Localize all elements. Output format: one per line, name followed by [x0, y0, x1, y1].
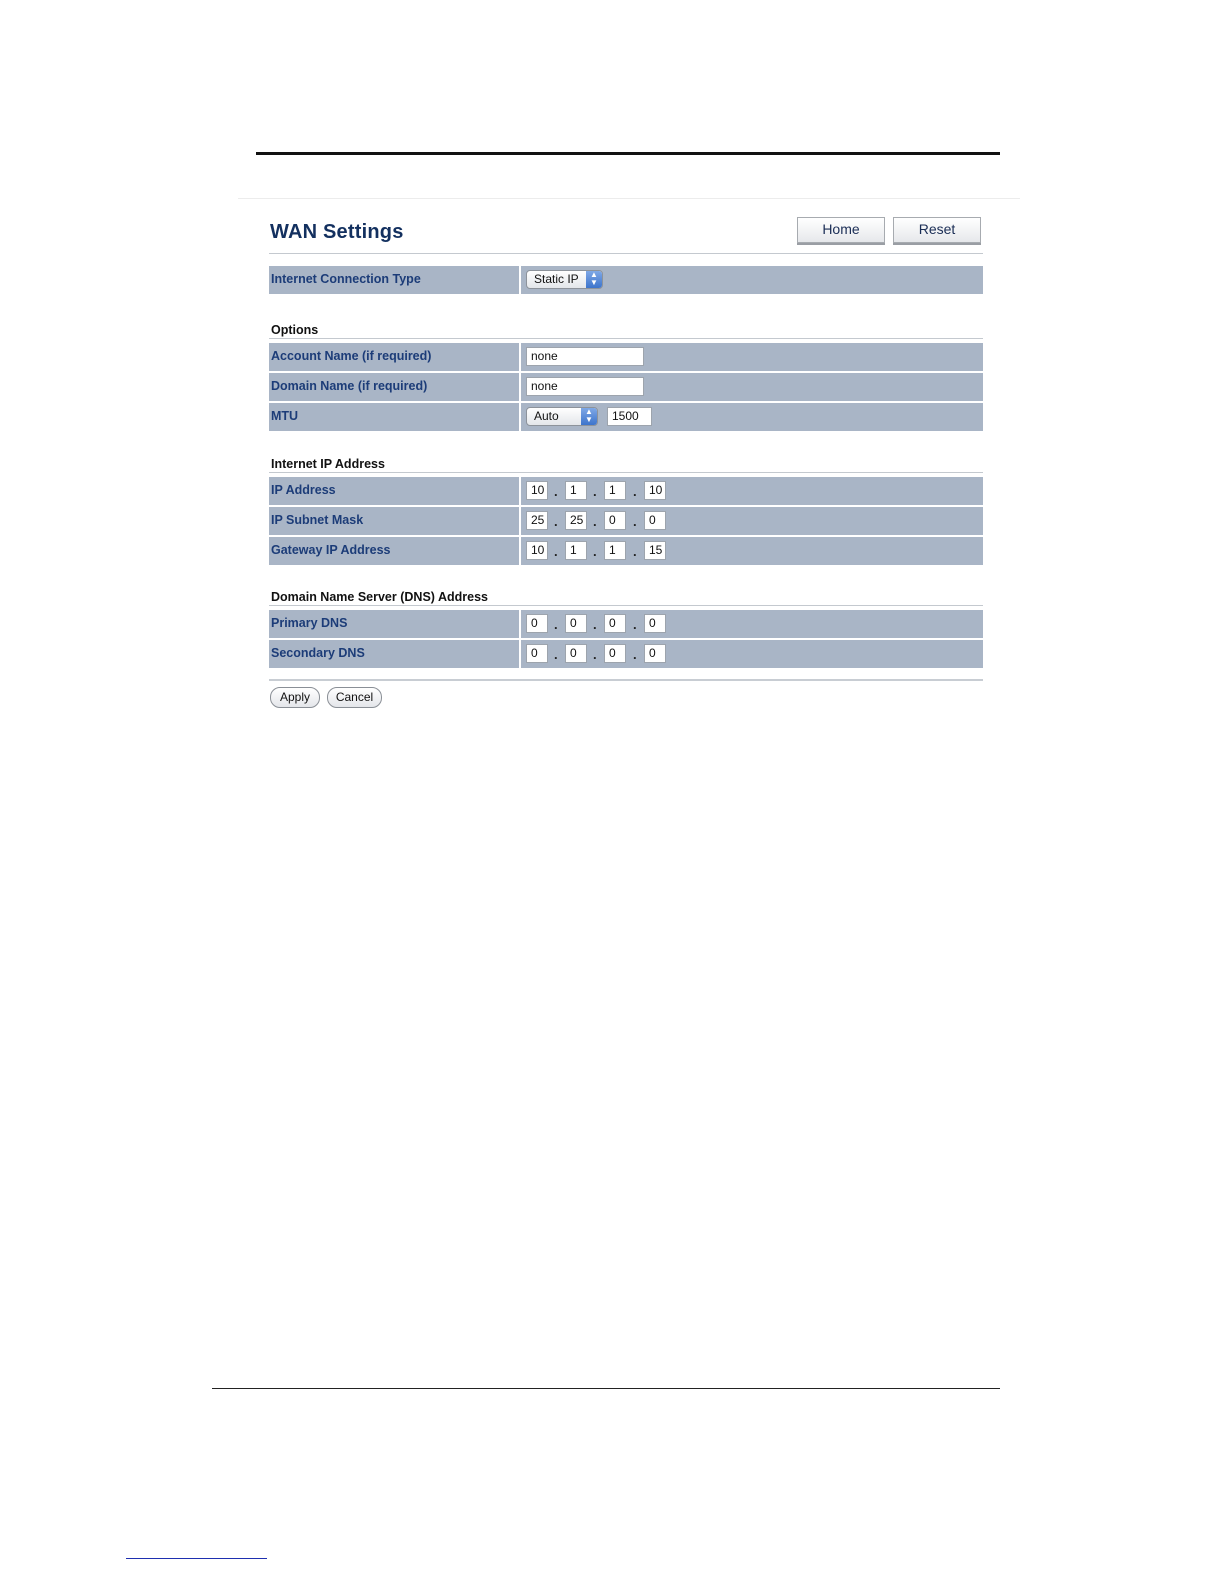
- options-heading: Options: [271, 323, 319, 337]
- subnet-mask-cell: [521, 507, 983, 535]
- dns-divider: [269, 605, 983, 606]
- gateway-octet-2[interactable]: 1: [565, 541, 587, 560]
- octet-dot: .: [593, 484, 597, 499]
- account-name-row: [269, 343, 983, 371]
- apply-button[interactable]: Apply: [270, 687, 320, 708]
- octet-dot: .: [554, 647, 558, 662]
- primary-dns-octet-3[interactable]: 0: [604, 614, 626, 633]
- primary-dns-octet-2[interactable]: 0: [565, 614, 587, 633]
- gateway-row: [269, 537, 983, 565]
- gateway-octet-4[interactable]: 15: [644, 541, 666, 560]
- gateway-octet-1[interactable]: 10: [526, 541, 548, 560]
- primary-dns-label: Primary DNS: [269, 610, 519, 638]
- secondary-dns-cell: [521, 640, 983, 668]
- domain-name-label: Domain Name (if required): [269, 373, 519, 401]
- connection-type-row: [269, 266, 983, 294]
- account-name-input[interactable]: none: [526, 347, 644, 366]
- secondary-dns-octet-2[interactable]: 0: [565, 644, 587, 663]
- footer-link-underline: [126, 1558, 267, 1559]
- octet-dot: .: [593, 514, 597, 529]
- mtu-row: [269, 403, 983, 431]
- domain-name-input[interactable]: none: [526, 377, 644, 396]
- octet-dot: .: [593, 617, 597, 632]
- primary-dns-cell: [521, 610, 983, 638]
- gateway-octet-3[interactable]: 1: [604, 541, 626, 560]
- octet-dot: .: [633, 544, 637, 559]
- select-arrows-icon: ▲ ▼: [586, 271, 602, 288]
- options-divider: [269, 338, 983, 339]
- internet-ip-divider: [269, 472, 983, 473]
- account-name-label: Account Name (if required): [269, 343, 519, 371]
- domain-name-row: [269, 373, 983, 401]
- octet-dot: .: [554, 484, 558, 499]
- reset-button[interactable]: Reset: [893, 217, 981, 243]
- secondary-dns-octet-4[interactable]: 0: [644, 644, 666, 663]
- octet-dot: .: [633, 484, 637, 499]
- octet-dot: .: [633, 617, 637, 632]
- subnet-mask-row: [269, 507, 983, 535]
- dns-heading: Domain Name Server (DNS) Address: [271, 590, 488, 604]
- connection-type-cell: [521, 266, 983, 294]
- home-button[interactable]: Home: [797, 217, 885, 243]
- octet-dot: .: [554, 617, 558, 632]
- page-title: WAN Settings: [270, 221, 404, 243]
- primary-dns-row: [269, 610, 983, 638]
- select-arrows-icon: ▲ ▼: [581, 408, 597, 425]
- octet-dot: .: [554, 514, 558, 529]
- page-bottom-rule: [212, 1388, 1000, 1389]
- secondary-dns-label: Secondary DNS: [269, 640, 519, 668]
- octet-dot: .: [633, 514, 637, 529]
- primary-dns-octet-4[interactable]: 0: [644, 614, 666, 633]
- subnet-mask-label: IP Subnet Mask: [269, 507, 519, 535]
- mtu-label: MTU: [269, 403, 519, 431]
- mask-octet-1[interactable]: 25: [526, 511, 548, 530]
- primary-dns-octet-1[interactable]: 0: [526, 614, 548, 633]
- secondary-dns-octet-3[interactable]: 0: [604, 644, 626, 663]
- ip-octet-3[interactable]: 1: [604, 481, 626, 500]
- connection-type-label: Internet Connection Type: [269, 266, 519, 294]
- octet-dot: .: [554, 544, 558, 559]
- ip-octet-2[interactable]: 1: [565, 481, 587, 500]
- mask-octet-4[interactable]: 0: [644, 511, 666, 530]
- internet-ip-heading: Internet IP Address: [271, 457, 385, 471]
- ip-octet-1[interactable]: 10: [526, 481, 548, 500]
- ip-address-cell: [521, 477, 983, 505]
- secondary-dns-row: [269, 640, 983, 668]
- mask-octet-2[interactable]: 25: [565, 511, 587, 530]
- octet-dot: .: [593, 647, 597, 662]
- mtu-cell: [521, 403, 983, 431]
- mtu-mode-value: Auto: [534, 409, 559, 423]
- gateway-cell: [521, 537, 983, 565]
- secondary-dns-octet-1[interactable]: 0: [526, 644, 548, 663]
- screenshot-border: [238, 198, 1020, 199]
- ip-octet-4[interactable]: 10: [644, 481, 666, 500]
- mtu-value-input[interactable]: 1500: [607, 407, 652, 426]
- domain-name-cell: [521, 373, 983, 401]
- octet-dot: .: [593, 544, 597, 559]
- cancel-button[interactable]: Cancel: [327, 687, 382, 708]
- title-divider: [269, 253, 983, 254]
- ip-address-label: IP Address: [269, 477, 519, 505]
- mtu-mode-select[interactable]: [526, 407, 598, 426]
- account-name-cell: [521, 343, 983, 371]
- page-top-rule: [256, 152, 1000, 155]
- gateway-label: Gateway IP Address: [269, 537, 519, 565]
- connection-type-value: Static IP: [534, 272, 579, 286]
- ip-address-row: [269, 477, 983, 505]
- mask-octet-3[interactable]: 0: [604, 511, 626, 530]
- octet-dot: .: [633, 647, 637, 662]
- connection-type-select[interactable]: [526, 270, 603, 289]
- actions-divider: [269, 679, 983, 681]
